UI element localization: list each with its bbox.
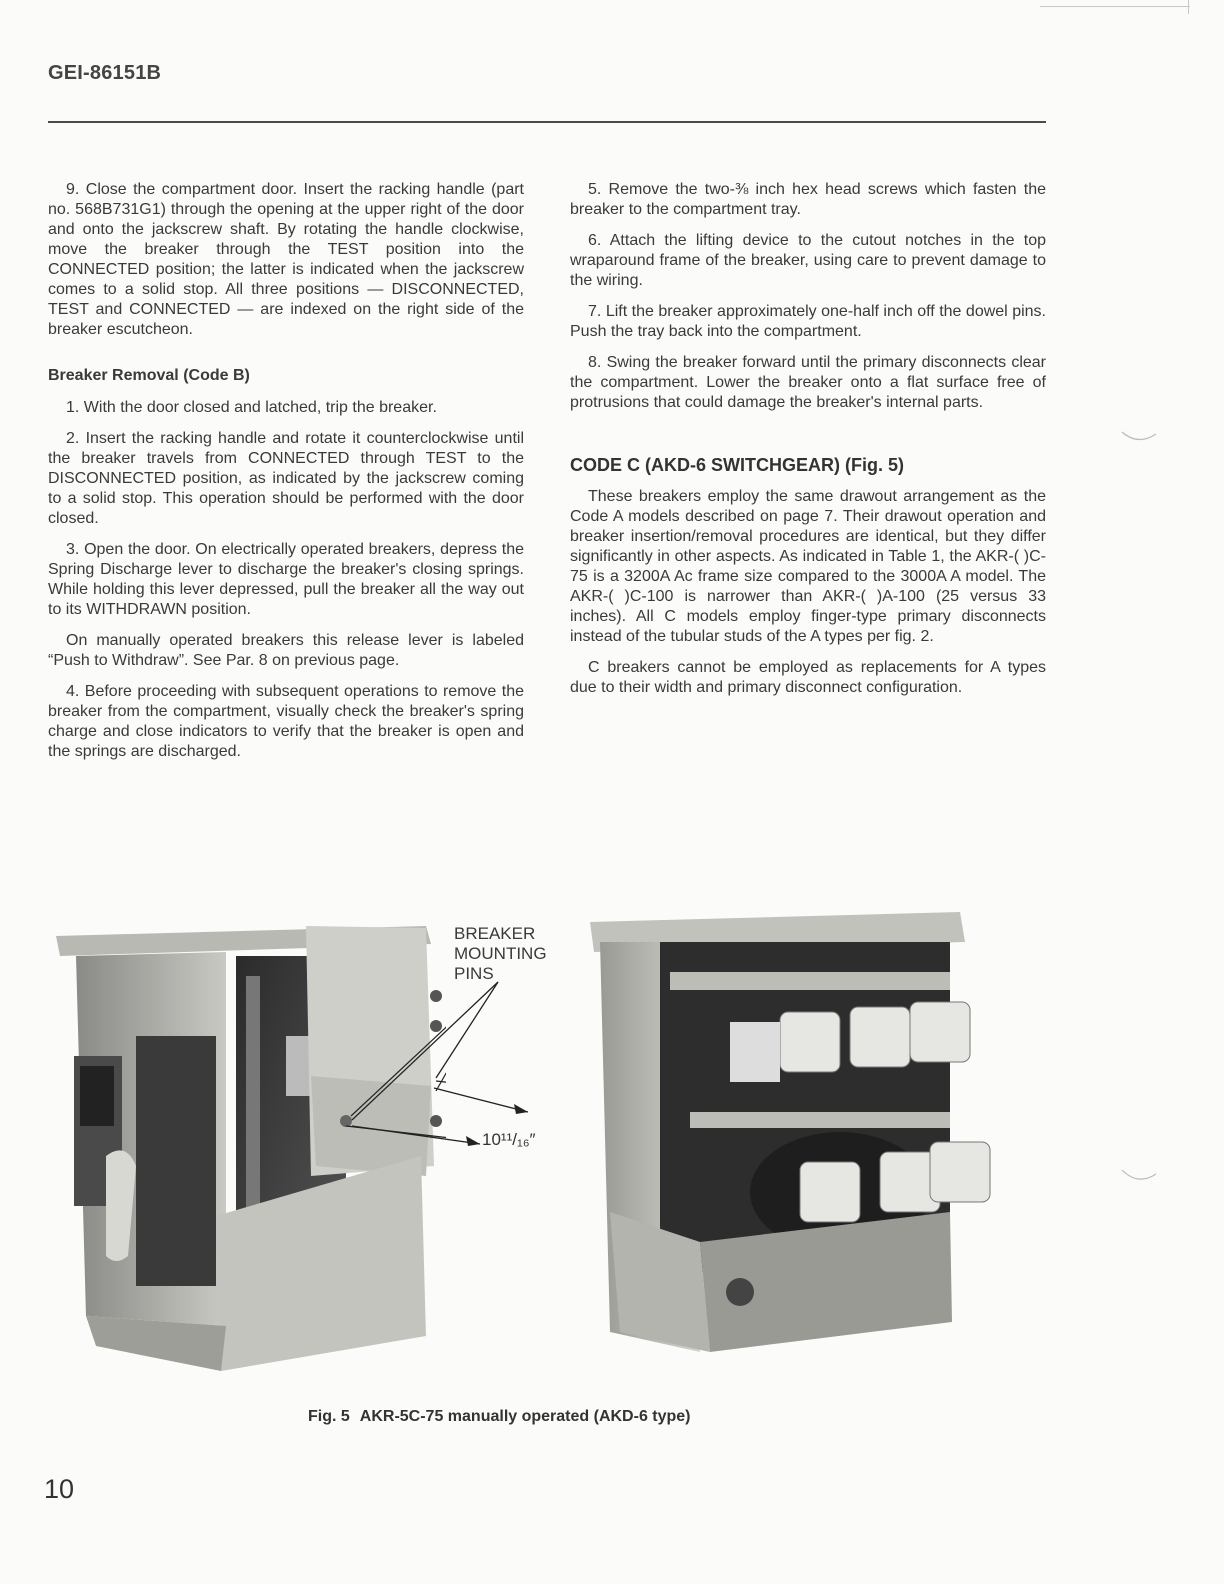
scan-margin-mark-lower [1120,1160,1160,1190]
figure-caption [308,1408,691,1426]
removal-step-4: 4. Before proceeding with subsequent operations to remove the breaker from the compartment, visually check the breaker's spring charge and close indicators to verify that the breaker is open and the springs are discharged. [48,683,524,760]
page-number: 10 [44,1474,75,1504]
callout-line-1: BREAKER [454,924,536,943]
mounting-pins-callout [454,924,547,984]
document-id: GEI-86151B [48,62,162,84]
left-column [48,180,524,773]
header-rule [48,121,1046,123]
step-9-paragraph: 9. Close the compartment door. Insert the racking handle (part no. 568B731G1) through the opening at the upper right of the door and onto the jackscrew shaft. By rotating the handle clockwise, move the breaker through the TEST position into the CONNECTED position; the latter is indicated when the jackscrew comes to a solid stop. All three positions — DISCONNECTED, TEST and CONNECTED — are indexed on the right side of the breaker escutcheon. [48,181,524,338]
removal-step-3: 3. Open the door. On electrically operated breakers, depress the Spring Discharge lever to discharge the breaker's closing springs. While holding this lever depressed, pull the breaker all the way out to its WITHDRAWN position. [48,541,524,618]
figure-number: Fig. 5 [308,1408,350,1425]
manual-breaker-note: On manually operated breakers this release lever is labeled “Push to Withdraw”. See Par. 8 on previous page. [48,632,524,669]
callout-line-3: PINS [454,964,494,983]
removal-step-2: 2. Insert the racking handle and rotate it counterclockwise until the breaker travels from CONNECTED through TEST to the DISCONNECTED position, as indicated by the jackscrew coming to a solid stop. This operation should be performed with the door closed. [48,430,524,527]
dimension-label: 10¹¹/₁₆″ [482,1130,536,1149]
scan-edge-line [1040,6,1190,7]
removal-step-6: 6. Attach the lifting device to the cutout notches in the top wraparound frame of the breaker, using care to prevent damage to the wiring. [570,232,1046,289]
removal-step-8: 8. Swing the breaker forward until the primary disconnects clear the compartment. Lower the breaker onto a flat surface free of protrusions that could damage the breaker's internal parts. [570,354,1046,411]
removal-step-1: 1. With the door closed and latched, trip the breaker. [66,399,437,416]
code-c-replacement-note: C breakers cannot be employed as replacements for A types due to their width and primary disconnect configuration. [570,659,1046,696]
right-column [570,180,1046,709]
section-heading-code-c: CODE C (AKD-6 SWITCHGEAR) (Fig. 5) [570,455,904,475]
scan-edge-tick [1188,0,1189,14]
code-c-description: These breakers employ the same drawout arrangement as the Code A models described on page 7. Their drawout operation and breaker insertion/removal procedures are identical, but they differ significantly in other aspects. As indicated in Table 1, the AKR-( )C-75 is a 3200A Ac frame size compared to the 3000A A model. The AKR-( )C-100 is narrower than AKR-( )A-100 (25 versus 33 inches). All C models employ finger-type primary disconnects instead of the tubular studs of the A types per fig. 2. [570,488,1046,645]
callout-line-2: MOUNTING [454,944,547,963]
figure-caption-text: AKR-5C-75 manually operated (AKD-6 type) [359,1408,691,1425]
breaker-rear-photo [590,912,1030,1357]
section-heading-breaker-removal: Breaker Removal (Code B) [48,367,250,384]
removal-step-5: 5. Remove the two-⅜ inch hex head screws which fasten the breaker to the compartment tray. [570,181,1046,218]
scan-margin-mark-upper [1120,420,1160,450]
removal-step-7: 7. Lift the breaker approximately one-half inch off the dowel pins. Push the tray back into the compartment. [570,303,1046,340]
